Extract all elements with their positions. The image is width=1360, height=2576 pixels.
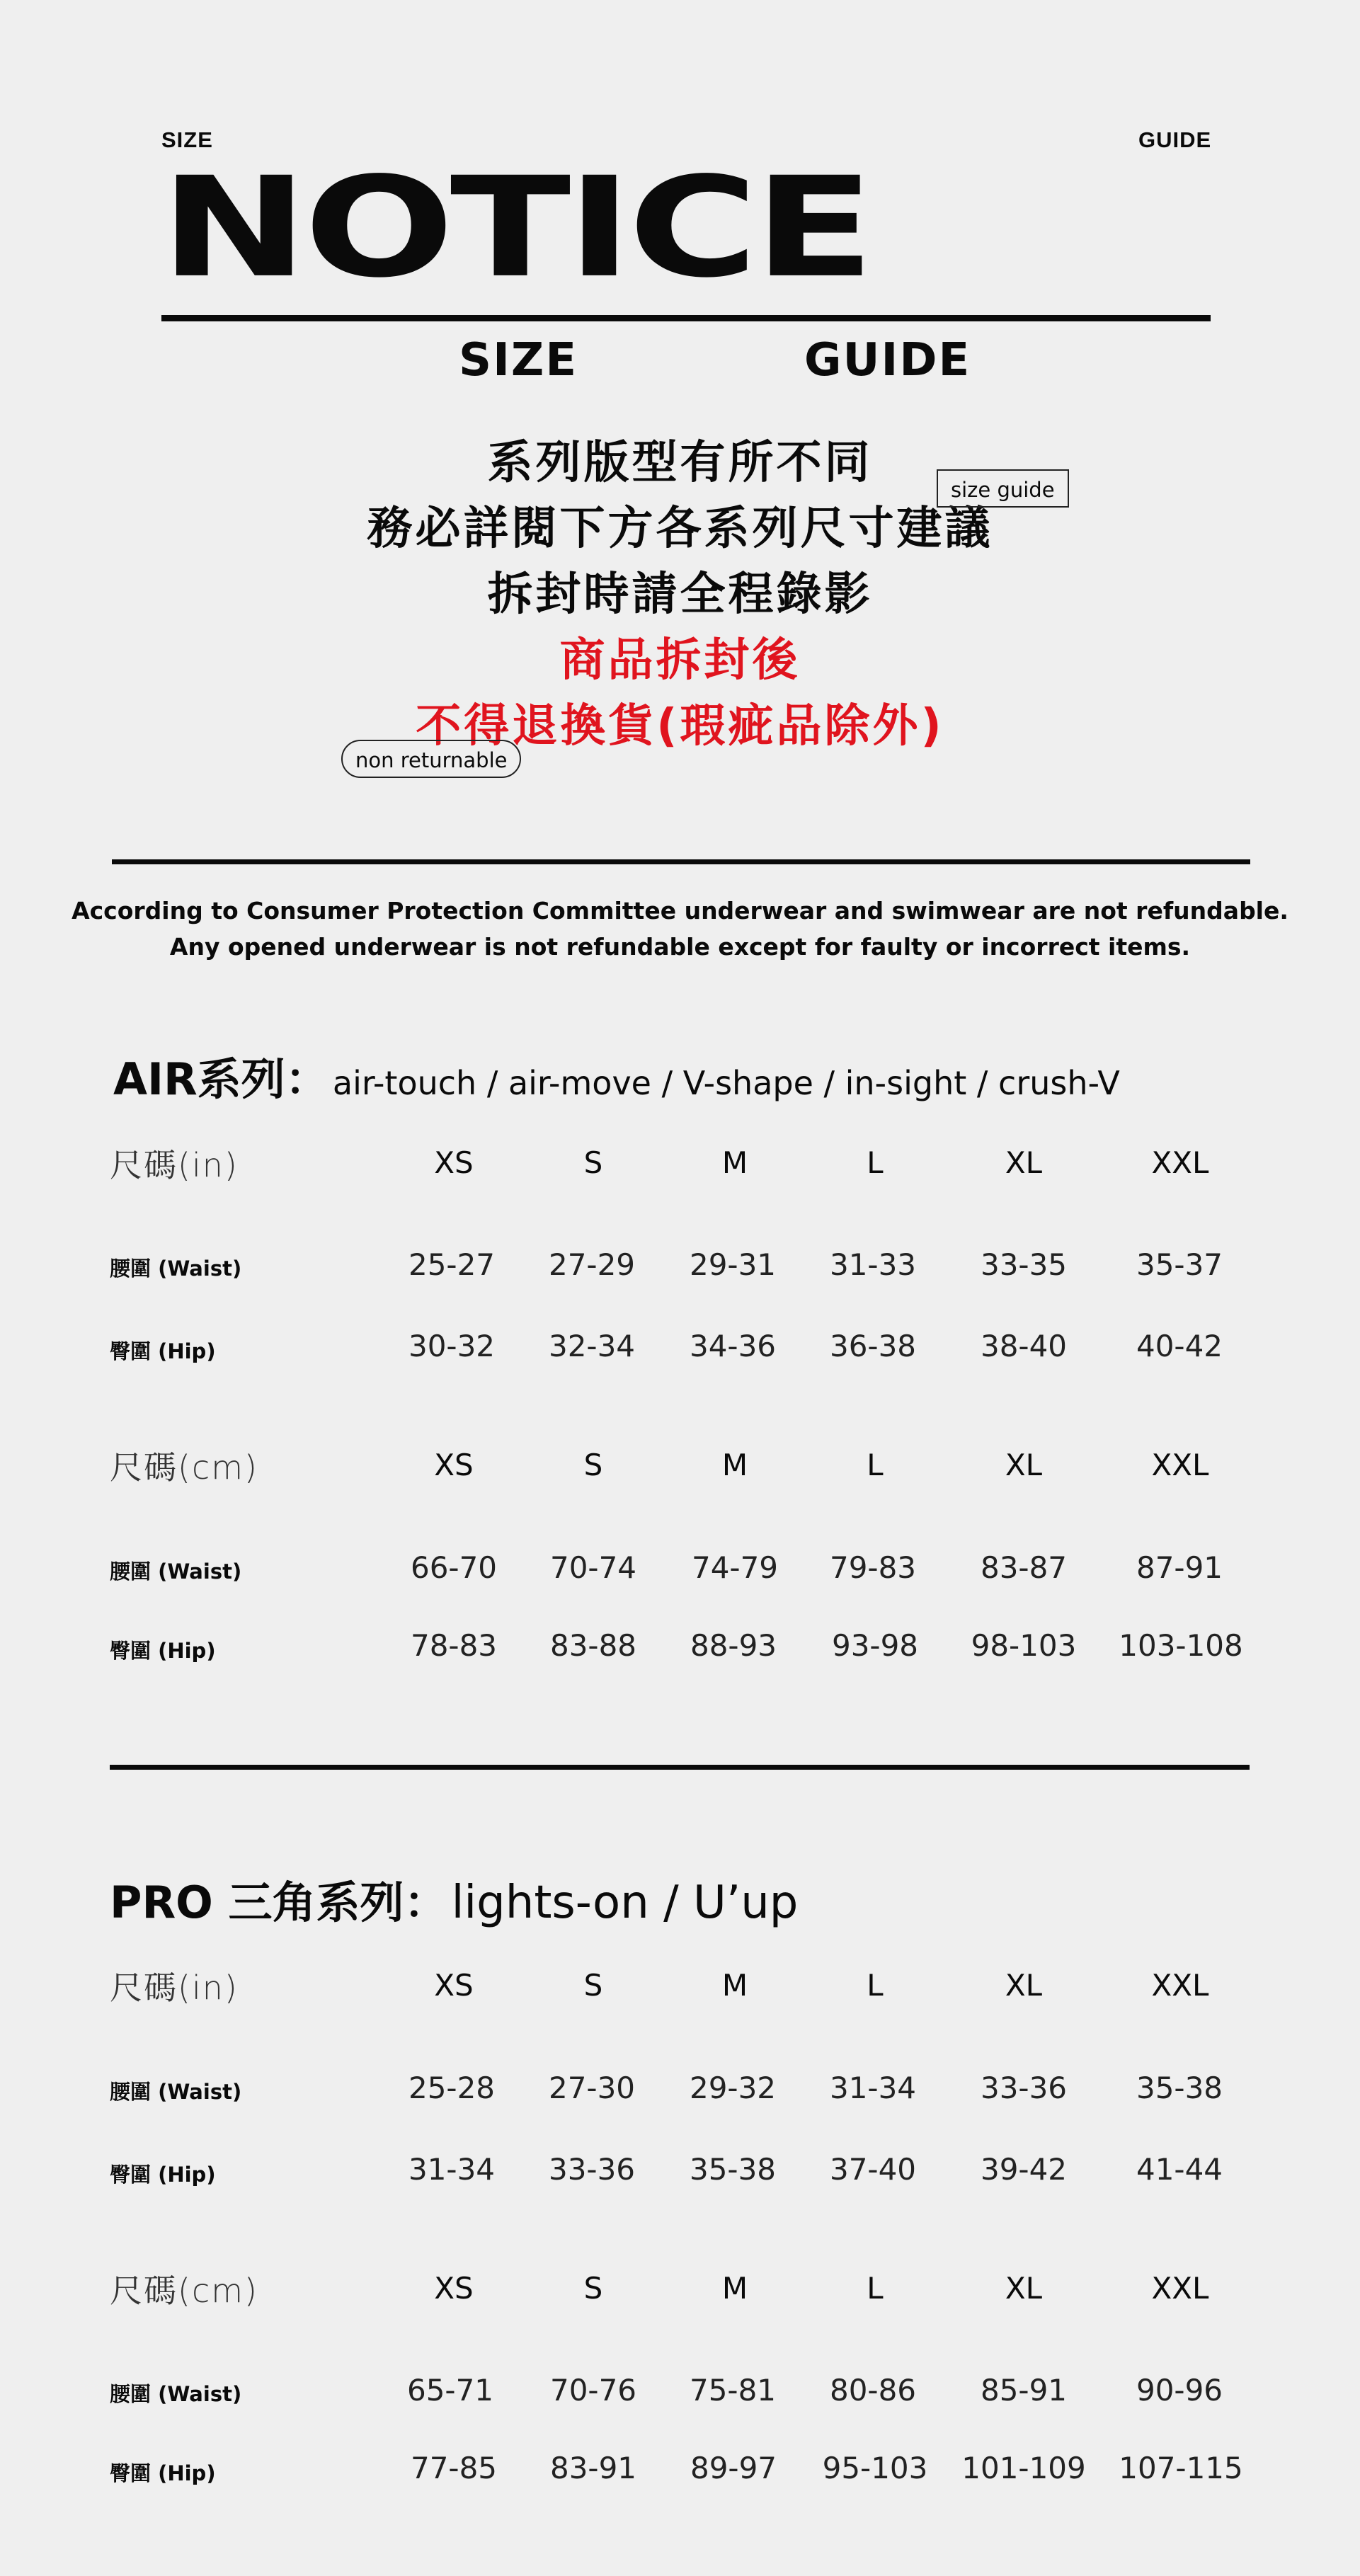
section-divider-2 xyxy=(110,1765,1250,1770)
table-cell: 83-87 xyxy=(980,1550,1068,1585)
table-cell: 83-91 xyxy=(549,2451,637,2485)
table-cell: 70-76 xyxy=(549,2373,637,2408)
size-header-m: M xyxy=(721,2271,748,2306)
size-header-xl: XL xyxy=(1005,1968,1043,2003)
table-cell: 40-42 xyxy=(1136,1329,1223,1363)
size-header-s: S xyxy=(583,1448,603,1482)
table-cell: 90-96 xyxy=(1136,2373,1223,2408)
table-cell: 87-91 xyxy=(1136,1550,1223,1585)
table-cell: 89-97 xyxy=(690,2451,777,2485)
row-label-hip: 臀圍 (Hip) xyxy=(110,2461,216,2485)
table-cell: 29-31 xyxy=(689,1247,777,1282)
notice-title: NOTICE xyxy=(160,167,871,289)
size-header-m: M xyxy=(721,1145,748,1180)
table-cell: 33-36 xyxy=(980,2071,1068,2105)
series-models: lights-on / U’up xyxy=(451,1877,799,1929)
notice-cn-line-2: 務必詳閱下方各系列尺寸建議 xyxy=(367,503,993,555)
series-name: AIR系列： xyxy=(113,1053,329,1105)
table-cell: 38-40 xyxy=(980,1329,1068,1363)
sub-label-guide: GUIDE xyxy=(804,334,971,387)
table-cell: 31-34 xyxy=(829,2071,917,2105)
section-divider-1 xyxy=(112,859,1250,864)
notice-en-line-2: Any opened underwear is not refundable except for faulty or incorrect items. xyxy=(169,933,1191,961)
size-header-l: L xyxy=(867,1145,884,1180)
unit-label-cm: 尺碼(cm) xyxy=(110,2272,258,2310)
row-label-waist: 腰圍 (Waist) xyxy=(110,1256,242,1281)
table-cell: 65-71 xyxy=(406,2373,494,2408)
corner-label-size: SIZE xyxy=(161,127,213,152)
table-cell: 25-27 xyxy=(408,1247,496,1282)
table-cell: 30-32 xyxy=(408,1329,496,1363)
table-cell: 95-103 xyxy=(822,2451,928,2485)
table-cell: 98-103 xyxy=(971,1628,1077,1663)
size-guide-tag: size guide xyxy=(937,469,1069,508)
size-header-xs: XS xyxy=(434,1968,474,2003)
size-header-l: L xyxy=(867,1448,884,1482)
size-header-s: S xyxy=(583,1968,603,2003)
table-cell: 101-109 xyxy=(961,2451,1086,2485)
table-cell: 33-36 xyxy=(548,2152,636,2187)
size-header-xxl: XXL xyxy=(1151,1448,1209,1482)
table-cell: 31-33 xyxy=(829,1247,917,1282)
table-cell: 41-44 xyxy=(1136,2152,1223,2187)
size-header-xxl: XXL xyxy=(1151,1145,1209,1180)
table-cell: 35-37 xyxy=(1136,1247,1223,1282)
title-underline xyxy=(161,315,1211,321)
non-returnable-tag: non returnable xyxy=(341,740,521,778)
row-label-waist: 腰圍 (Waist) xyxy=(110,2382,242,2406)
unit-label-cm: 尺碼(cm) xyxy=(110,1448,258,1487)
notice-cn-line-4: 商品拆封後 xyxy=(559,634,801,687)
table-cell: 27-30 xyxy=(548,2071,636,2105)
size-header-m: M xyxy=(721,1968,748,2003)
series-name: PRO 三角系列： xyxy=(110,1877,448,1928)
table-cell: 34-36 xyxy=(689,1329,777,1363)
size-header-s: S xyxy=(583,1145,603,1180)
size-header-l: L xyxy=(867,2271,884,2306)
series-title-air xyxy=(113,1044,1120,1107)
size-header-xxl: XXL xyxy=(1151,2271,1209,2306)
notice-cn-line-3: 拆封時請全程錄影 xyxy=(487,568,873,621)
sub-label-size: SIZE xyxy=(459,334,578,387)
size-header-l: L xyxy=(867,1968,884,2003)
row-label-hip: 臀圍 (Hip) xyxy=(110,1339,216,1363)
table-cell: 93-98 xyxy=(831,1628,919,1663)
row-label-waist: 腰圍 (Waist) xyxy=(110,1559,242,1584)
table-cell: 35-38 xyxy=(1136,2071,1223,2105)
corner-label-guide: GUIDE xyxy=(1138,127,1212,152)
table-cell: 74-79 xyxy=(691,1550,779,1585)
notice-cn-line-1: 系列版型有所不同 xyxy=(487,437,873,489)
table-cell: 83-88 xyxy=(549,1628,637,1663)
notice-en-line-1: According to Consumer Protection Committee underwear and swimwear are not refundable. xyxy=(72,897,1288,925)
table-cell: 27-29 xyxy=(548,1247,636,1282)
table-cell: 35-38 xyxy=(689,2152,777,2187)
size-header-xl: XL xyxy=(1005,2271,1043,2306)
table-cell: 77-85 xyxy=(410,2451,498,2485)
table-cell: 37-40 xyxy=(829,2152,917,2187)
table-cell: 80-86 xyxy=(829,2373,917,2408)
table-cell: 79-83 xyxy=(829,1550,917,1585)
table-cell: 25-28 xyxy=(408,2071,496,2105)
table-cell: 29-32 xyxy=(689,2071,777,2105)
size-header-xs: XS xyxy=(434,1448,474,1482)
table-cell: 33-35 xyxy=(980,1247,1068,1282)
size-header-s: S xyxy=(583,2271,603,2306)
row-label-hip: 臀圍 (Hip) xyxy=(110,1639,216,1663)
size-header-xxl: XXL xyxy=(1151,1968,1209,2003)
unit-label-in: 尺碼(in) xyxy=(110,1146,239,1184)
table-cell: 78-83 xyxy=(410,1628,498,1663)
table-cell: 75-81 xyxy=(689,2373,777,2408)
unit-label-in: 尺碼(in) xyxy=(110,1969,239,2007)
table-cell: 32-34 xyxy=(548,1329,636,1363)
table-cell: 31-34 xyxy=(408,2152,496,2187)
table-cell: 39-42 xyxy=(980,2152,1068,2187)
table-cell: 36-38 xyxy=(829,1329,917,1363)
size-header-m: M xyxy=(721,1448,748,1482)
table-cell: 85-91 xyxy=(980,2373,1068,2408)
size-header-xl: XL xyxy=(1005,1145,1043,1180)
size-header-xs: XS xyxy=(434,1145,474,1180)
table-cell: 107-115 xyxy=(1119,2451,1243,2485)
row-label-waist: 腰圍 (Waist) xyxy=(110,2080,242,2104)
table-cell: 103-108 xyxy=(1119,1628,1243,1663)
series-title-pro xyxy=(110,1867,798,1930)
table-cell: 66-70 xyxy=(410,1550,498,1585)
size-header-xl: XL xyxy=(1005,1448,1043,1482)
series-models: air-touch / air-move / V-shape / in-sight / crush-V xyxy=(332,1064,1120,1102)
row-label-hip: 臀圍 (Hip) xyxy=(110,2163,216,2187)
table-cell: 88-93 xyxy=(690,1628,777,1663)
notice-cn-line-5: 不得退換貨(瑕疵品除外) xyxy=(416,700,944,752)
size-header-xs: XS xyxy=(434,2271,474,2306)
table-cell: 70-74 xyxy=(549,1550,637,1585)
